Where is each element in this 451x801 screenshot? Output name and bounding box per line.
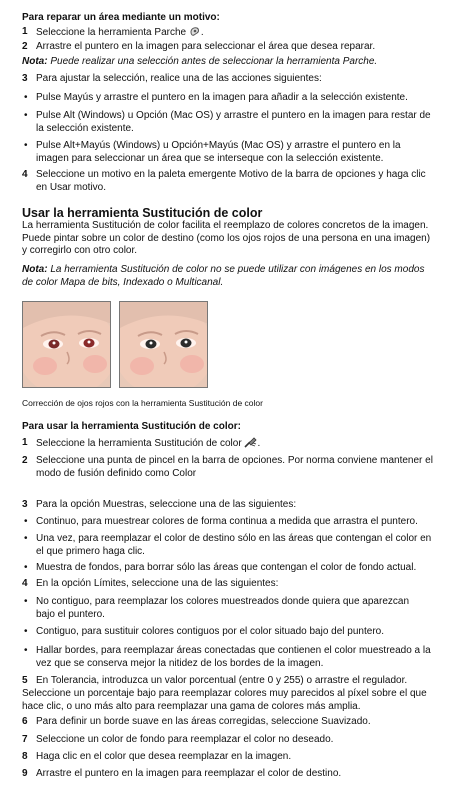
use-step-7: 7 Seleccione un color de fondo para reemplazar el color no deseado. <box>22 734 334 745</box>
section-title: Usar la herramienta Sustitución de color <box>22 206 263 220</box>
patch-bullet-3: • Pulse Alt+Mayús (Windows) u Opción+Mayús (Mac OS) y arrastre el puntero en la imagen para seleccionar un área que se interseque con la selección existente. <box>24 140 401 164</box>
patch-step-3: 3 Para ajustar la selección, realice una de las acciones siguientes: <box>22 73 322 84</box>
samples-item-1: • Continuo, para muestrear colores de forma continua a medida que arrastra el puntero. <box>24 516 418 527</box>
baby-photo-before <box>22 301 111 388</box>
use-step-2: 2 Seleccione una punta de pincel en la barra de opciones. Por norma conviene mantener el modo de fusión definido como Color <box>22 455 433 479</box>
use-step-5-detail: Seleccione un porcentaje bajo para reemplazar colores muy parecidos al píxel sobre el que hace clic, o uno más alto para reemplazar una gama de colores más amplia. <box>22 688 427 712</box>
photo-pair <box>22 301 451 391</box>
patch-bullet-2: • Pulse Alt (Windows) u Opción (Mac OS) y arrastre el puntero en la imagen para restar de la selección existente. <box>24 110 431 134</box>
patch-step-2: 2 Arrastre el puntero en la imagen para seleccionar el área que desea reparar. <box>22 41 376 52</box>
limits-item-1: • No contiguo, para reemplazar los colores muestreados donde quiera que aparezcan bajo el puntero. <box>24 596 410 620</box>
limits-item-3: • Hallar bordes, para reemplazar áreas conectadas que contienen el color muestreado a la vez que se conserva mejor la nitidez de los bordes de la imagen. <box>24 645 431 669</box>
patch-note: Nota: Puede realizar una selección antes de seleccionar la herramienta Parche. <box>22 56 378 67</box>
patch-step-1: 1 Seleccione la herramienta Parche . <box>22 26 435 42</box>
section-note: Nota: La herramienta Sustitución de color no se puede utilizar con imágenes en los modos de color Mapa de bits, Indexado o Multicanal. <box>22 264 425 288</box>
use-step-8: 8 Haga clic en el color que desea reemplazar en la imagen. <box>22 751 292 762</box>
patch-step-4: 4 Seleccione un motivo en la paleta emergente Motivo de la barra de opciones y haga clic en Usar motivo. <box>22 169 426 193</box>
color-replacement-tool-icon <box>244 437 257 453</box>
patch-bullet-1: • Pulse Mayús y arrastre el puntero en la imagen para añadir a la selección existente. <box>24 92 408 103</box>
samples-item-3: • Muestra de fondos, para borrar sólo las áreas que contengan el color de fondo actual. <box>24 562 417 573</box>
use-step-9: 9 Arrastre el puntero en la imagen para reemplazar el color de destino. <box>22 768 342 779</box>
photo-caption: Corrección de ojos rojos con la herramienta Sustitución de color <box>22 398 263 408</box>
limits-item-2: • Contiguo, para sustituir colores contiguos por el color situado bajo del puntero. <box>24 626 384 637</box>
section-intro: La herramienta Sustitución de color facilita el reemplazo de colores concretos de la imagen. Puede pintar sobre un color de destino (como los ojos rojos de una persona en una imagen) y corregirlo con otro color. <box>22 220 431 256</box>
use-step-1: 1 Seleccione la herramienta Sustitución de color . <box>22 437 435 453</box>
patch-step-1-text: Seleccione la herramienta Parche <box>36 27 187 38</box>
use-step-6: 6 Para definir un borde suave en las áreas corregidas, seleccione Suavizado. <box>22 716 371 727</box>
patch-tool-icon <box>189 26 201 42</box>
use-tool-heading: Para usar la herramienta Sustitución de color: <box>22 421 241 432</box>
use-step-5: 5 En Tolerancia, introduzca un valor porcentual (entre 0 y 255) o arrastre el regulador. <box>22 675 408 686</box>
use-step-3: 3 Para la opción Muestras, seleccione una de las siguientes: <box>22 499 297 510</box>
samples-item-2: • Una vez, para reemplazar el color de destino sólo en las áreas que contengan el color en el que primero haga clic. <box>24 533 432 557</box>
patch-heading: Para reparar un área mediante un motivo: <box>22 12 220 23</box>
use-step-4: 4 En la opción Límites, seleccione una de las siguientes: <box>22 578 279 589</box>
baby-photo-after <box>119 301 208 388</box>
